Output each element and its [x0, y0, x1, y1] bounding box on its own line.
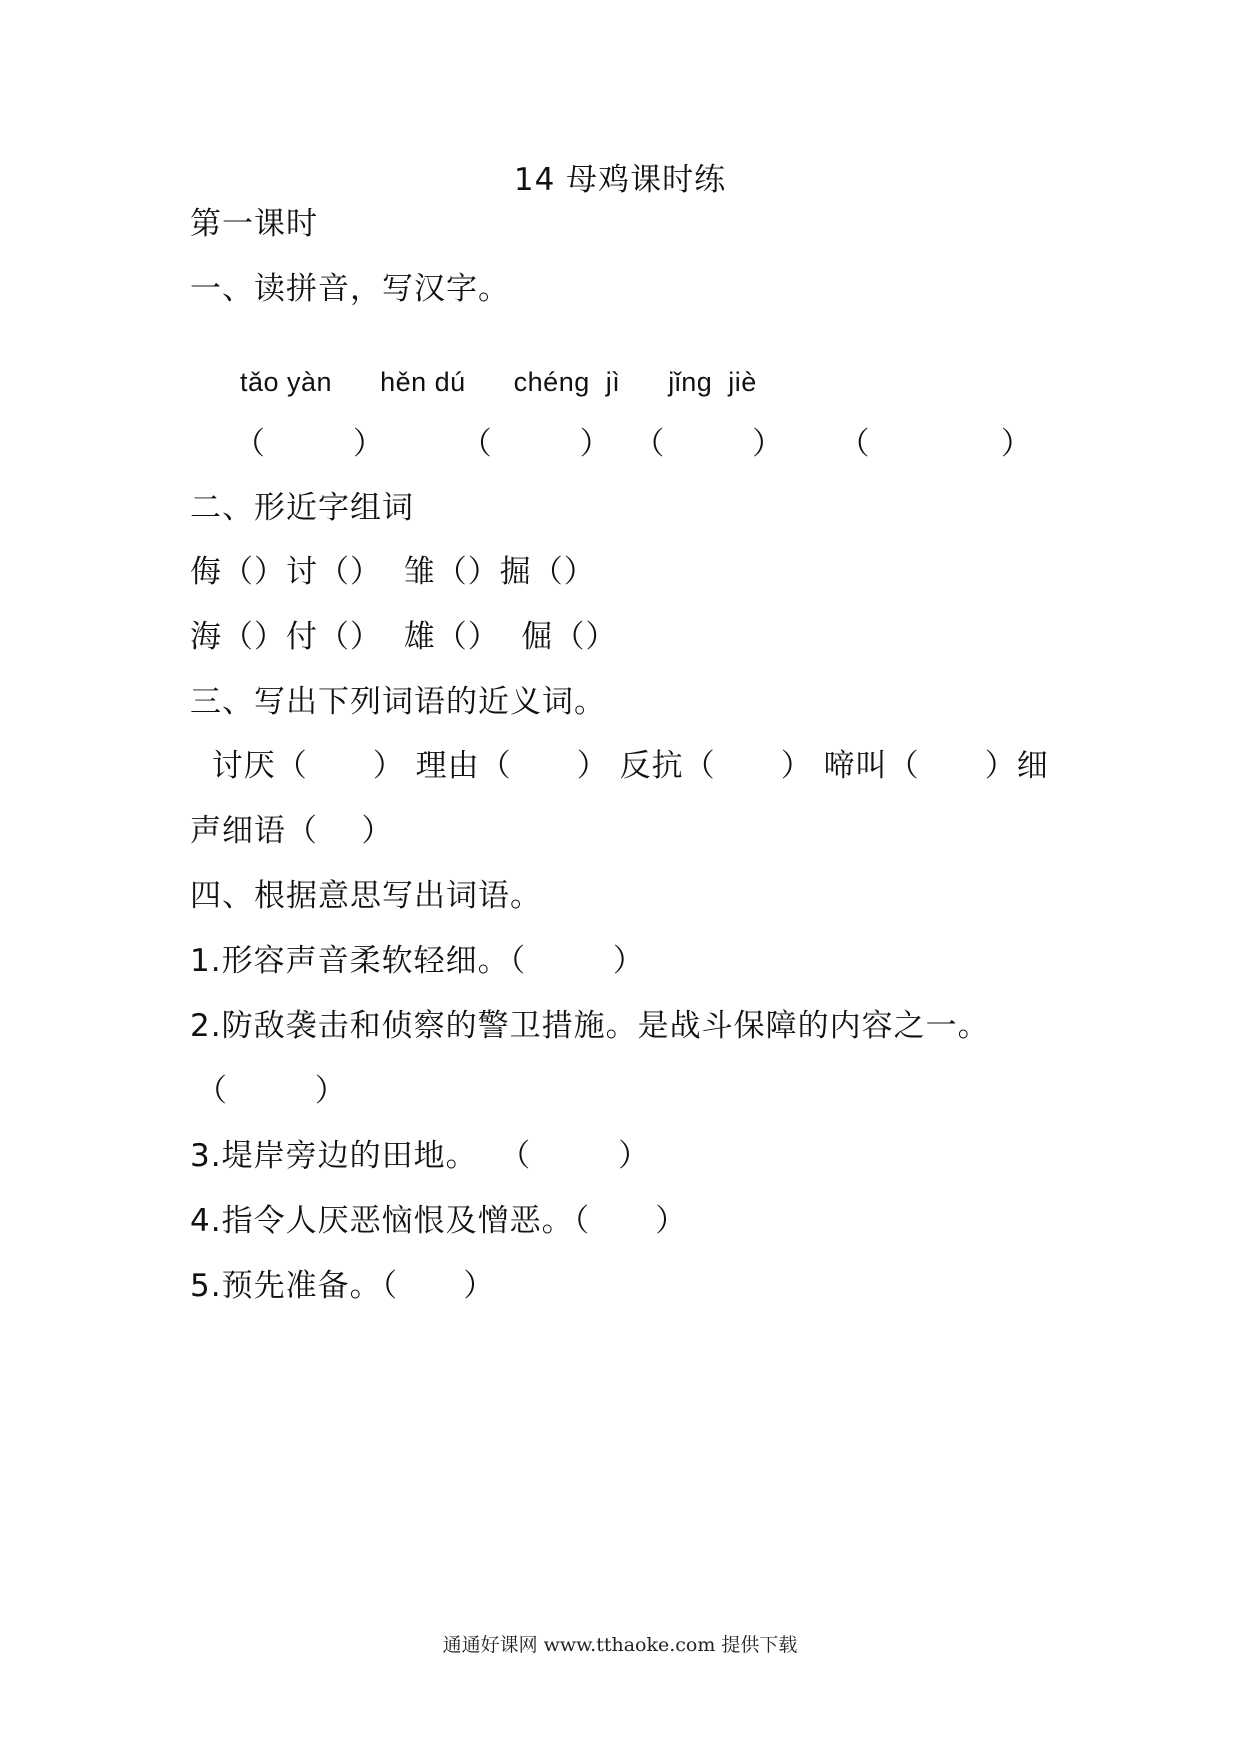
similar-chars-row-2: 海（）付（） 雄（） 倔（） [190, 619, 618, 655]
pinyin-answer-blanks: （ ） （ ） （ ） （ ） [234, 426, 1033, 462]
section1-heading: 一、读拼音，写汉字。 [190, 271, 510, 307]
page-title: 14 母鸡课时练 [513, 162, 727, 198]
similar-chars-row-1: 侮（）讨（） 雏（）掘（） [190, 554, 596, 590]
section2-heading: 二、形近字组词 [190, 490, 414, 526]
question-2-blank: （ ） [196, 1073, 347, 1109]
footer-credit: 通通好课网 www.tthaoke.com 提供下载 [442, 1634, 798, 1656]
synonym-line-2: 声细语（ ） [190, 813, 394, 849]
question-3: 3.堤岸旁边的田地。 （ ） [190, 1138, 651, 1174]
pinyin-row: tǎo yàn hěn dú chéng jì jǐng jiè [240, 367, 757, 397]
lesson-label: 第一课时 [190, 206, 318, 242]
section4-heading: 四、根据意思写出词语。 [190, 878, 542, 914]
question-5: 5.预先准备。（ ） [190, 1268, 496, 1304]
question-4: 4.指令人厌恶恼恨及憎恶。（ ） [190, 1203, 688, 1239]
question-1: 1.形容声音柔软轻细。（ ） [190, 943, 645, 979]
question-2: 2.防敌袭击和侦察的警卫措施。是战斗保障的内容之一。 [190, 1008, 990, 1044]
section3-heading: 三、写出下列词语的近义词。 [190, 684, 606, 720]
synonym-line-1: 讨厌（ ） 理由（ ） 反抗（ ） 啼叫（ ）细 [190, 748, 1049, 784]
